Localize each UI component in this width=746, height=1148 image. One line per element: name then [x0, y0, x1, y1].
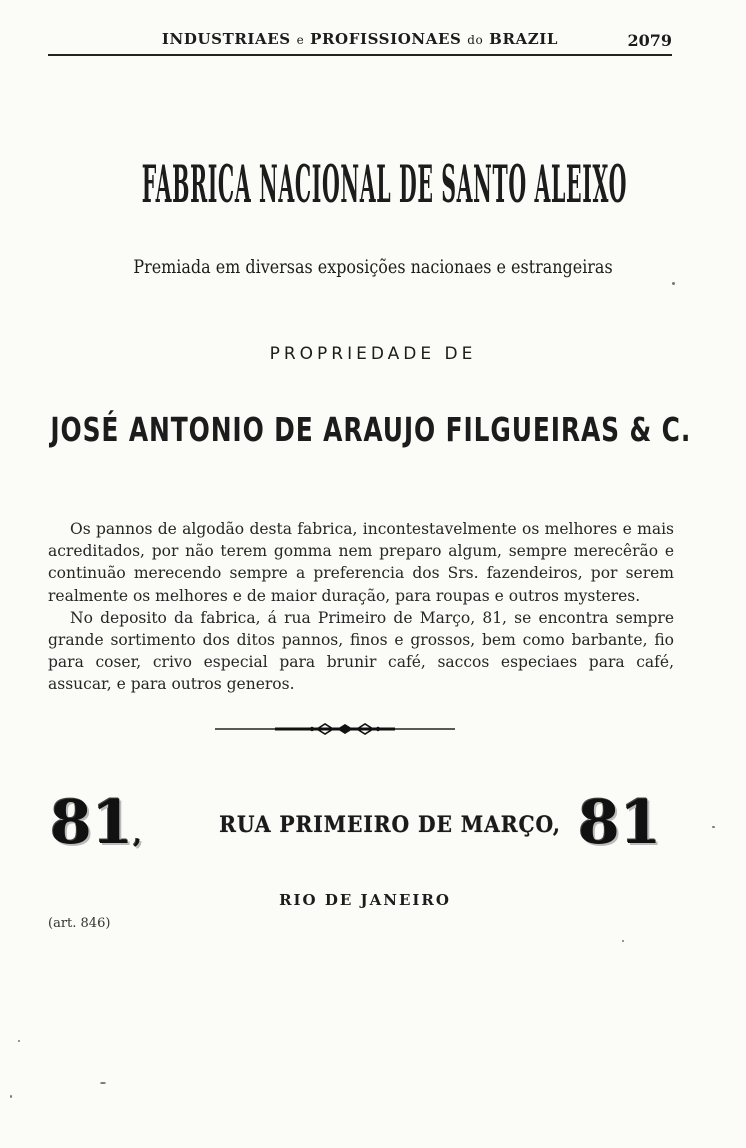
paragraph-depot: No deposito da fabrica, á rua Primeiro de Março, 81, se encontra sempre grande sortimento dos ditos pannos, finos e grossos, bem como barbante, fio para coser, crivo especial para brunir café, saccos especiaes para café, assucar, e para outros generos.	[48, 608, 674, 694]
address-street: RUA PRIMEIRO DE MARÇO,	[219, 812, 561, 838]
running-head-word-profissionaes: PROFISSIONAES	[310, 30, 462, 48]
advertisement-body	[48, 518, 674, 696]
print-speck	[10, 1095, 12, 1098]
property-label: PROPRIEDADE DE	[269, 344, 477, 364]
ornament-divider	[215, 722, 455, 736]
owner-name: JOSÉ ANTONIO DE ARAUJO FILGUEIRAS & C.	[50, 410, 692, 450]
print-speck	[622, 940, 624, 942]
running-head-word-industriaes: INDUSTRIAES	[161, 30, 291, 48]
running-head-title	[48, 30, 672, 48]
page-number: 2079	[627, 31, 672, 50]
paragraph-products: Os pannos de algodão desta fabrica, incontestavelmente os melhores e mais acreditados, por não terem gomma nem preparo algum, sempre merecêrão e continuão merecendo sempre a preferencia dos Srs. fazendeiros, por serem realmente os melhores e de maior duração, para roupas e outros mysteres.	[48, 520, 674, 605]
city-name: RIO DE JANEIRO	[279, 891, 451, 909]
subtitle: Premiada em diversas exposições nacionaes e estrangeiras	[133, 256, 613, 278]
print-speck	[672, 282, 675, 285]
print-speck	[18, 1040, 20, 1042]
address-number-right: 81	[578, 788, 662, 858]
running-head-word-do: do	[467, 33, 484, 47]
address-number-left-digits: 81	[50, 788, 134, 858]
running-head-word-brazil: BRAZIL	[489, 30, 559, 48]
running-head	[48, 30, 672, 56]
running-head-word-e: e	[296, 33, 305, 47]
print-speck	[712, 826, 715, 828]
address-line	[50, 788, 690, 862]
address-number-left	[50, 788, 142, 866]
factory-title: FABRICA NACIONAL DE SANTO ALEIXO	[141, 154, 628, 215]
address-comma: ,	[133, 820, 142, 849]
article-reference: (art. 846)	[48, 916, 111, 931]
print-speck	[100, 1082, 106, 1084]
